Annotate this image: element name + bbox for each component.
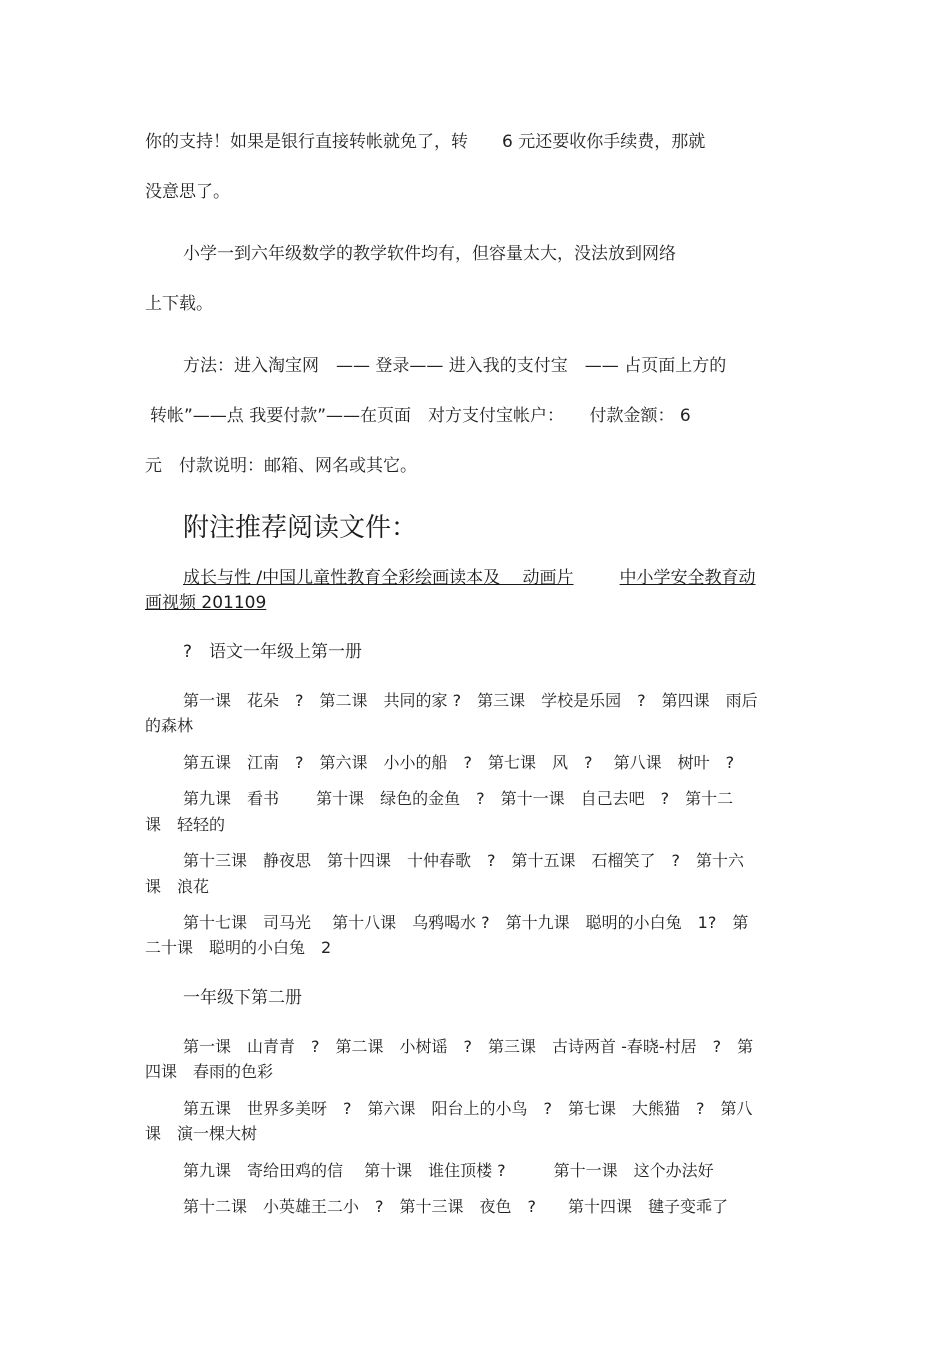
grade1-vol1-line-5: 第十七课 司马光 第十八课 乌鸦喝水 ? 第十九课 聪明的小白兔 1? 第 (183, 913, 749, 932)
method-line-1: 方法：进入淘宝网 —— 登录—— 进入我的支付宝 —— 占页面上方的 (183, 356, 727, 376)
method-line-2: 转帐”——点 我要付款”——在页面 对方支付宝帐户： 付款金额： 6 (150, 406, 691, 426)
grade1-vol2-title: 一年级下第二册 (183, 988, 302, 1008)
grade1-vol2-line-2: 第五课 世界多美呀 ? 第六课 阳台上的小鸟 ? 第七课 大熊猫 ? 第八 (183, 1099, 753, 1118)
grade1-vol1-line-4b: 课 浪花 (145, 877, 210, 896)
software-note-line-2: 上下载。 (145, 294, 213, 314)
grade1-vol1-line-3: 第九课 看书 第十课 绿色的金鱼 ? 第十一课 自己去吧 ? 第十二 (183, 789, 734, 808)
grade1-vol1-line-3b: 课 轻轻的 (145, 815, 226, 834)
grade1-vol2-line-1: 第一课 山青青 ? 第二课 小树谣 ? 第三课 古诗两首 -春晓-村居 ? 第 (183, 1037, 754, 1056)
payment-text-line-1: 你的支持！如果是银行直接转帐就免了，转 6 元还要收你手续费，那就 (145, 132, 706, 152)
grade1-vol1-line-2: 第五课 江南 ? 第六课 小小的船 ? 第七课 风 ? 第八课 树叶 ? (183, 753, 735, 772)
payment-text-line-2: 没意思了。 (145, 182, 230, 202)
grade1-vol1-title: ? 语文一年级上第一册 (183, 642, 363, 662)
grade1-vol1-line-1b: 的森林 (145, 716, 194, 735)
grade1-vol2-line-2b: 课 演一棵大树 (145, 1124, 258, 1143)
link-safety-education[interactable]: 中小学安全教育动 (619, 568, 756, 588)
grade1-vol1-line-4: 第十三课 静夜思 第十四课 十仲春歌 ? 第十五课 石榴笑了 ? 第十六 (183, 851, 744, 870)
recommend-links (145, 566, 805, 616)
link-sex-education[interactable]: 成长与性 /中国儿童性教育全彩绘画读本及 动画片 (183, 568, 574, 588)
link-safety-education-cont[interactable]: 画视频 201109 (145, 593, 267, 613)
grade1-vol2-line-3: 第九课 寄给田鸡的信 第十课 谁住顶楼 ? 第十一课 这个办法好 (183, 1161, 714, 1180)
grade1-vol1-line-5b: 二十课 聪明的小白兔 2 (145, 938, 332, 957)
recommend-heading: 附注推荐阅读文件： (183, 513, 418, 543)
software-note-line-1: 小学一到六年级数学的教学软件均有，但容量太大，没法放到网络 (183, 244, 676, 264)
grade1-vol1-line-1: 第一课 花朵 ? 第二课 共同的家 ? 第三课 学校是乐园 ? 第四课 雨后 (183, 691, 758, 710)
grade1-vol2-line-1b: 四课 春雨的色彩 (145, 1062, 274, 1081)
method-line-3: 元 付款说明：邮箱、网名或其它。 (145, 456, 417, 476)
grade1-vol2-line-4: 第十二课 小英雄王二小 ? 第十三课 夜色 ? 第十四课 毽子变乖了 (183, 1197, 728, 1216)
